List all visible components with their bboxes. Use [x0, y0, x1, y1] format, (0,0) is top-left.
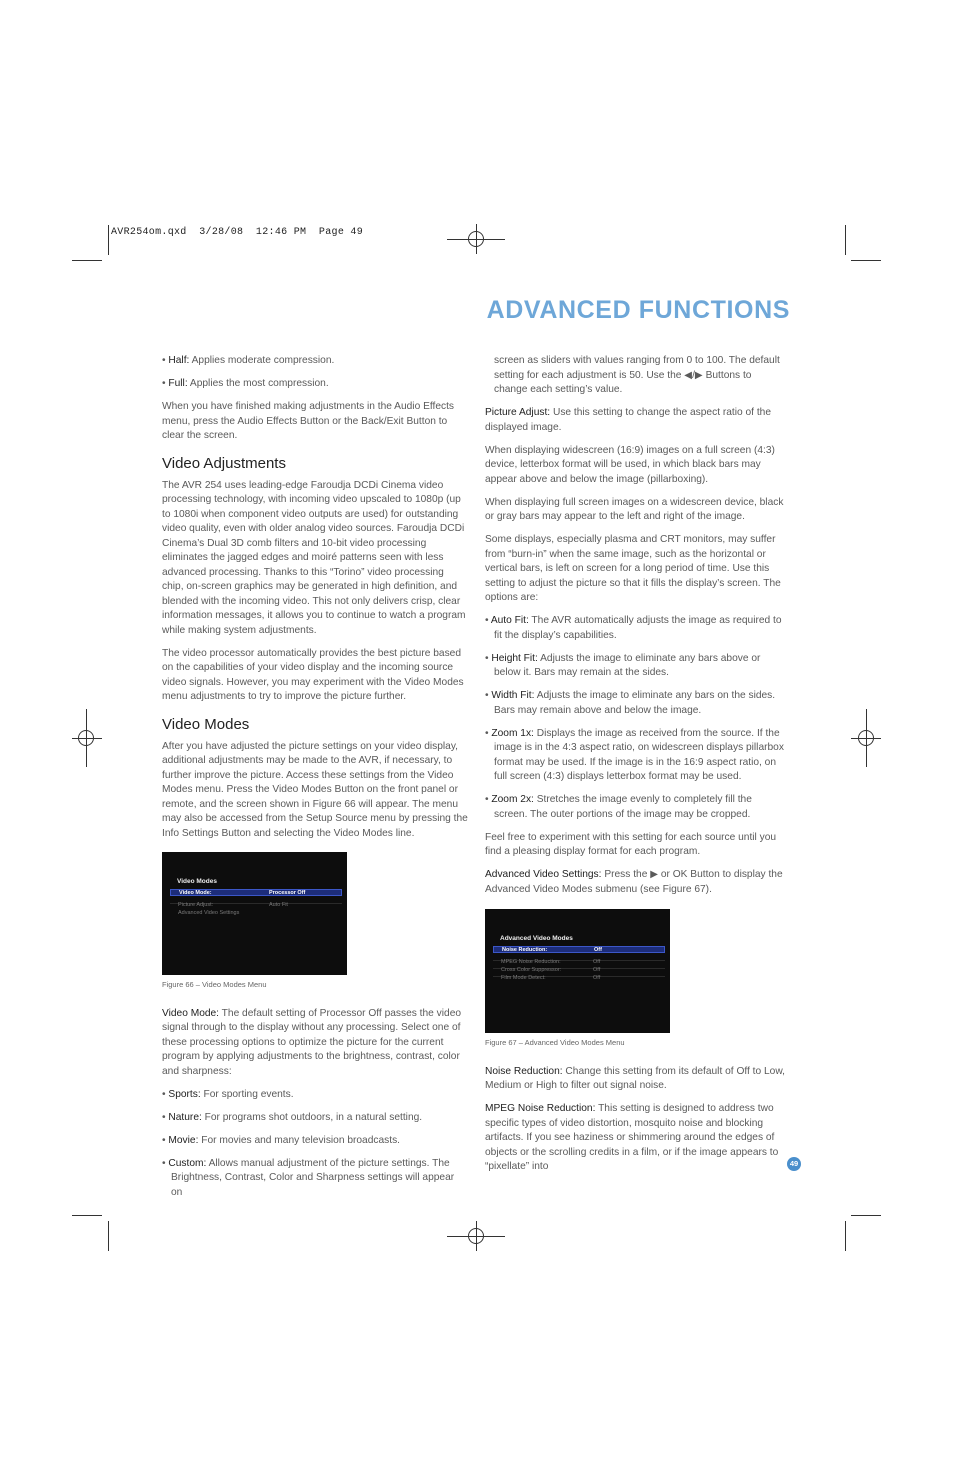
bullet-nature: • Nature: For programs shot outdoors, in a natural setting. — [162, 1111, 423, 1123]
menu-item-value: Processor Off — [269, 890, 306, 896]
left-column — [162, 354, 468, 1209]
menu-item-value: Off — [594, 947, 602, 953]
bullet-half: • Half: Applies moderate compression. — [162, 355, 335, 366]
menu-title: Video Modes — [177, 878, 217, 885]
bullet-height-fit: • Height Fit: Adjusts the image to eliminate any bars above or below it. Bars may remain at the sides. — [485, 652, 761, 678]
bullet-custom: • Custom: Allows manual adjustment of the picture settings. The Brightness, Contrast, Color and Sharpness settings will appear on — [162, 1157, 455, 1198]
menu-item-label: Video Mode: — [179, 890, 212, 896]
print-slug: AVR254om.qxd 3/28/08 12:46 PM Page 49 — [111, 227, 364, 238]
paragraph: The video processor automatically provides the best picture based on the capabilities of your video display and the incoming source video signals. However, you may experiment with the Video Modes menu adjustments to try to improve the picture further. — [162, 647, 464, 702]
menu-item-label: MPEG Noise Reduction: — [501, 959, 561, 965]
paragraph: screen as sliders with values ranging from 0 to 100. The default setting for each adjustment is 50. Use the ◀/▶ Buttons to change each setting’s value. — [494, 355, 780, 395]
paragraph: When displaying full screen images on a widescreen device, black or gray bars may appear to the left and right of the image. — [485, 496, 784, 522]
crop-mark — [108, 225, 109, 255]
figure-66-video-modes-menu — [162, 852, 347, 975]
menu-item-label: Picture Adjust: — [178, 902, 214, 908]
menu-item-label: Cross Color Suppressor: — [501, 967, 562, 973]
paragraph: When displaying widescreen (16:9) images on a full screen (4:3) device, letterbox format will be used, in which black bars may appear above and below the image (pillarboxing). — [485, 444, 775, 485]
paragraph: When you have finished making adjustments in the Audio Effects menu, press the Audio Effects Button or the Back/Exit Button to clear the screen. — [162, 401, 455, 441]
crop-mark — [851, 1215, 881, 1216]
crop-mark — [72, 1215, 102, 1216]
menu-item-value: Off — [593, 975, 601, 981]
figure-caption: Figure 67 – Advanced Video Modes Menu — [485, 1038, 625, 1047]
menu-highlight-bar — [493, 946, 665, 953]
menu-item-value: Off — [593, 967, 601, 973]
bullet-width-fit: • Width Fit: Adjusts the image to eliminate any bars on the sides. Bars may remain above and below the image. — [485, 690, 776, 716]
paragraph: The AVR 254 uses leading-edge Faroudja DCDi Cinema video processing technology, with incoming video upscaled to 1080p (up to 1080i when component video outputs are used) for outstanding video quality, even with older analog video sources. Faroudja DCDi Cinema’s Dual 3D comb filters and 10-bit video processing eliminates the jagged edges and moiré patterns seen with less advanced processing. Thanks to this “Torino” video processing chip, on-screen graphics may be generated in high definition, and blended with the incoming video. This not only delivers crisp, clear information messages, it allows you to continue to watch a program while making system adjustments. — [162, 479, 466, 636]
paragraph: Video Mode: The default setting of Processor Off passes the video signal through to the display without any processing. Select one of these processing options to optimize the picture for the current program by applying adjustments to the brightness, contrast, color and sharpness: — [162, 1007, 462, 1077]
registration-mark-circle — [78, 730, 94, 746]
menu-highlight-bar — [170, 889, 342, 896]
menu-item-label: Noise Reduction: — [502, 947, 548, 953]
crop-mark — [845, 225, 846, 255]
paragraph: Feel free to experiment with this setting for each source until you find a pleasing display format for each program. — [485, 831, 777, 857]
figure-67-advanced-video-modes-menu — [485, 909, 670, 1033]
paragraph: After you have adjusted the picture settings on your video display, additional adjustments may be made to the AVR, if necessary, to further improve the picture. Access these settings from the Video Modes menu. Press the Video Modes Button on the front panel or remote, and the screen shown in Figure 66 will appear. The menu may also be accessed from the Setup Source menu by pressing the Info Settings Button and selecting the Video Modes line. — [162, 740, 468, 839]
paragraph: Picture Adjust: Use this setting to change the aspect ratio of the displayed image. — [485, 407, 771, 433]
paragraph: MPEG Noise Reduction: This setting is designed to address two specific types of video distortion, mosquito noise and blocking artifacts. If you see haziness or shimmering around the edges of objects or the scrolling credits in a film, or if the image appears to “pixellate” into — [485, 1103, 779, 1172]
section-heading-video-adjustments: Video Adjustments — [162, 454, 286, 472]
page-number-badge: 49 — [787, 1157, 801, 1171]
figure-caption: Figure 66 – Video Modes Menu — [162, 980, 267, 989]
crop-mark — [845, 1221, 846, 1251]
registration-mark-circle — [858, 730, 874, 746]
section-heading-video-modes: Video Modes — [162, 715, 250, 733]
bullet-zoom-2x: • Zoom 2x: Stretches the image evenly to completely fill the screen. The outer portions of the image may be cropped. — [485, 794, 752, 820]
paragraph: Some displays, especially plasma and CRT monitors, may suffer from “burn-in” when the same image, such as the horizontal or vertical bars, is left on screen for a long period of time. Use this setting to adjust the picture so that it fills the display’s screen. The options are: — [485, 534, 781, 603]
menu-item-value: Off — [593, 959, 601, 965]
bullet-movie: • Movie: For movies and many television broadcasts. — [162, 1134, 400, 1146]
bullet-sports: • Sports: For sporting events. — [162, 1088, 294, 1100]
right-column — [485, 354, 785, 1183]
registration-mark-circle — [468, 1228, 484, 1244]
bullet-auto-fit: • Auto Fit: The AVR automatically adjusts the image as required to fit the display’s capabilities. — [485, 615, 782, 641]
menu-item-label: Film Mode Detect: — [501, 975, 546, 981]
menu-item-value: Auto Fit — [269, 902, 288, 908]
bullet-zoom-1x: • Zoom 1x: Displays the image as received from the source. If the image is in the 4:3 aspect ratio, on widescreen displays pillarbox format may be used. If the image is in the 16:9 aspect ratio, on full screen (4:3) displays letterbox format may be used. — [485, 727, 784, 782]
paragraph: Noise Reduction: Change this setting from its default of Off to Low, Medium or High to filter out signal noise. — [485, 1065, 785, 1091]
menu-item-label: Advanced Video Settings — [178, 910, 240, 916]
menu-title: Advanced Video Modes — [500, 935, 573, 942]
crop-mark — [851, 260, 881, 261]
crop-mark — [72, 260, 102, 261]
page-title: ADVANCED FUNCTIONS — [486, 296, 790, 324]
registration-mark-circle — [468, 231, 484, 247]
bullet-full: • Full: Applies the most compression. — [162, 378, 329, 389]
crop-mark — [108, 1221, 109, 1251]
paragraph: Advanced Video Settings: Press the ▶ or OK Button to display the Advanced Video Modes submenu (see Figure 67). — [485, 869, 783, 895]
